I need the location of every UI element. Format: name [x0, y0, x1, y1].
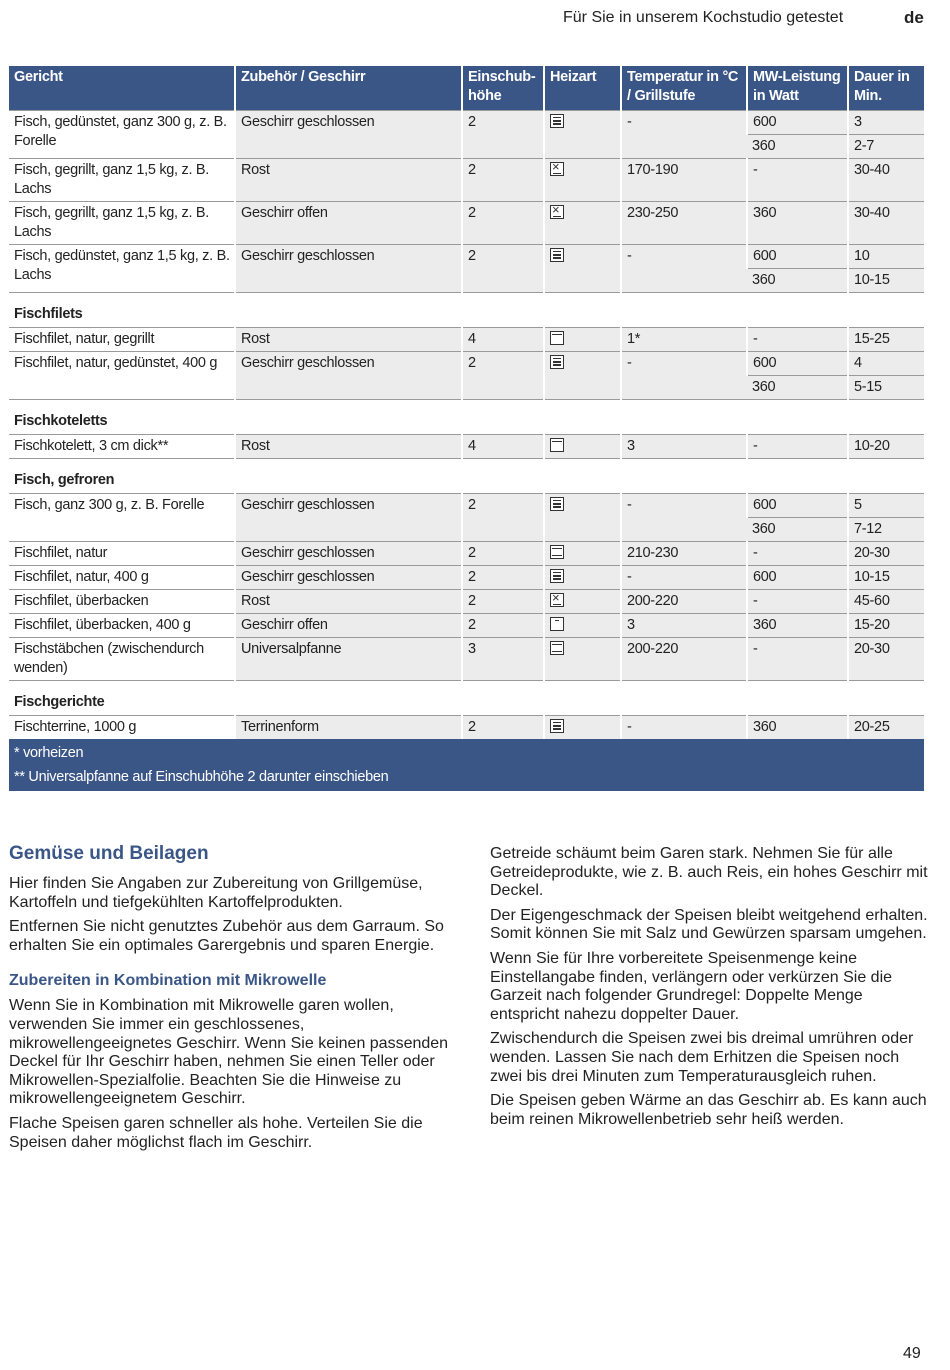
- level-cell: 2: [462, 352, 544, 400]
- duration-cell: 10-20: [848, 435, 924, 459]
- duration-cell: 20-30: [848, 638, 924, 681]
- heating-mode-cell: [544, 111, 621, 159]
- heating-mode-cell: [544, 638, 621, 681]
- table-row: [9, 566, 924, 590]
- mw-power-cell: 600: [747, 245, 848, 269]
- accessory-cell: Rost: [235, 435, 462, 459]
- accessory-cell: Rost: [235, 590, 462, 614]
- temperature-cell: 1*: [621, 328, 747, 352]
- duration-cell: 20-25: [848, 716, 924, 740]
- right-column: [490, 845, 930, 1135]
- column-header: Gericht: [9, 66, 235, 111]
- temperature-cell: 230-250: [621, 202, 747, 245]
- mw-power-cell: -: [747, 328, 848, 352]
- mw-power-cell: 360: [747, 269, 848, 293]
- table-header-row: [9, 66, 924, 111]
- section-row: [9, 459, 924, 494]
- column-header: Dauer in Min.: [848, 66, 924, 111]
- page-number: 49: [903, 1345, 921, 1362]
- column-header: Temperatur in °C / Grillstufe: [621, 66, 747, 111]
- dish-cell: Fischstäbchen (zwischendurch wenden): [9, 638, 235, 681]
- duration-cell: 5: [848, 494, 924, 518]
- running-header-title: Für Sie in unserem Kochstudio getestet: [563, 9, 844, 26]
- top-bottom-heat-icon: [550, 641, 564, 655]
- section-title: Fisch, gefroren: [9, 459, 924, 494]
- section-row: [9, 681, 924, 716]
- table-row: [9, 716, 924, 740]
- temperature-cell: -: [621, 566, 747, 590]
- heating-mode-cell: [544, 542, 621, 566]
- small-grill-icon: [550, 617, 564, 631]
- dish-cell: Fisch, gegrillt, ganz 1,5 kg, z. B. Lachs: [9, 202, 235, 245]
- accessory-cell: Geschirr geschlossen: [235, 352, 462, 400]
- dish-cell: Fischkotelett, 3 cm dick**: [9, 435, 235, 459]
- duration-cell: 30-40: [848, 159, 924, 202]
- section-title: Fischgerichte: [9, 681, 924, 716]
- heating-mode-cell: [544, 328, 621, 352]
- mw-power-cell: 360: [747, 614, 848, 638]
- mw-power-cell: 360: [747, 202, 848, 245]
- paragraph: Zwischendurch die Speisen zwei bis dreimal umrühren oder wenden. Lassen Sie nach dem Erhitzen die Speisen noch zwei bis drei Minuten zum Temperaturausgleich ruhen.: [490, 1030, 914, 1085]
- level-cell: 2: [462, 245, 544, 293]
- dish-cell: Fischfilet, überbacken: [9, 590, 235, 614]
- section-title: Fischfilets: [9, 293, 924, 328]
- accessory-cell: Geschirr offen: [235, 614, 462, 638]
- temperature-cell: -: [621, 494, 747, 542]
- dish-cell: Fischfilet, natur, gegrillt: [9, 328, 235, 352]
- footnote-row: [9, 739, 924, 765]
- section-row: [9, 400, 924, 435]
- level-cell: 2: [462, 590, 544, 614]
- table-row: [9, 352, 924, 376]
- fan-grill-icon: [550, 593, 564, 607]
- table-row: [9, 614, 924, 638]
- dish-cell: Fisch, gedünstet, ganz 300 g, z. B. Forelle: [9, 111, 235, 159]
- mw-power-cell: 600: [747, 566, 848, 590]
- heating-mode-cell: [544, 590, 621, 614]
- language-code: de: [904, 8, 924, 27]
- level-cell: 2: [462, 159, 544, 202]
- duration-cell: 15-25: [848, 328, 924, 352]
- paragraph: Getreide schäumt beim Garen stark. Nehmen Sie für alle Getreideprodukte, wie z. B. auch Reis, ein hohes Geschirr mit Deckel.: [490, 845, 928, 900]
- footnote-row: [9, 765, 924, 791]
- level-cell: 4: [462, 435, 544, 459]
- accessory-cell: Geschirr offen: [235, 202, 462, 245]
- table-row: [9, 202, 924, 245]
- accessory-cell: Geschirr geschlossen: [235, 111, 462, 159]
- temperature-cell: 3: [621, 614, 747, 638]
- temperature-cell: -: [621, 245, 747, 293]
- accessory-cell: Universalpfanne: [235, 638, 462, 681]
- footnote: ** Universalpfanne auf Einschubhöhe 2 darunter einschieben: [9, 765, 924, 791]
- table-row: [9, 590, 924, 614]
- column-header: Heizart: [544, 66, 621, 111]
- dish-cell: Fisch, gegrillt, ganz 1,5 kg, z. B. Lachs: [9, 159, 235, 202]
- level-cell: 3: [462, 638, 544, 681]
- grill-icon: [550, 331, 564, 345]
- mw-power-cell: -: [747, 638, 848, 681]
- mw-power-cell: -: [747, 159, 848, 202]
- microwave-icon: [550, 355, 564, 369]
- dish-cell: Fisch, gedünstet, ganz 1,5 kg, z. B. Lachs: [9, 245, 235, 293]
- level-cell: 2: [462, 542, 544, 566]
- table-row: [9, 494, 924, 518]
- table-row: [9, 111, 924, 135]
- paragraph: Wenn Sie für Ihre vorbereitete Speisenmenge keine Einstellangabe finden, verlängern oder verkürzen Sie die Garzeit nach folgender Grundregel: Doppelte Menge entspricht nahezu doppelter Dauer.: [490, 949, 893, 1023]
- heating-mode-cell: [544, 566, 621, 590]
- accessory-cell: Geschirr geschlossen: [235, 566, 462, 590]
- grill-icon: [550, 438, 564, 452]
- mw-power-cell: 360: [747, 376, 848, 400]
- duration-cell: 45-60: [848, 590, 924, 614]
- table-row: [9, 435, 924, 459]
- duration-cell: 10-15: [848, 269, 924, 293]
- dish-cell: Fisch, ganz 300 g, z. B. Forelle: [9, 494, 235, 542]
- dish-cell: Fischterrine, 1000 g: [9, 716, 235, 740]
- dish-cell: Fischfilet, natur, 400 g: [9, 566, 235, 590]
- temperature-cell: -: [621, 111, 747, 159]
- level-cell: 2: [462, 111, 544, 159]
- accessory-cell: Geschirr geschlossen: [235, 494, 462, 542]
- duration-cell: 10: [848, 245, 924, 269]
- microwave-icon: [550, 114, 564, 128]
- footnote: * vorheizen: [9, 739, 924, 765]
- table-row: [9, 245, 924, 269]
- level-cell: 2: [462, 202, 544, 245]
- fan-grill-icon: [550, 205, 564, 219]
- paragraph: Entfernen Sie nicht genutztes Zubehör aus dem Garraum. So erhalten Sie ein optimales Garergebnis und sparen Energie.: [9, 918, 444, 954]
- column-header: Einschub- höhe: [462, 66, 544, 111]
- heating-mode-cell: [544, 614, 621, 638]
- mw-power-cell: 360: [747, 518, 848, 542]
- paragraph: Flache Speisen garen schneller als hohe. Verteilen Sie die Speisen daher möglichst flach im Geschirr.: [9, 1114, 423, 1151]
- section-title: Fischkoteletts: [9, 400, 924, 435]
- heating-mode-cell: [544, 716, 621, 740]
- mw-power-cell: 600: [747, 494, 848, 518]
- mw-power-cell: -: [747, 542, 848, 566]
- table-row: [9, 542, 924, 566]
- table-row: [9, 638, 924, 681]
- paragraph: Hier finden Sie Angaben zur Zubereitung von Grillgemüse, Kartoffeln und tiefgekühlten Kartoffelprodukten.: [9, 875, 423, 911]
- subsection-heading: Zubereiten in Kombination mit Mikrowelle: [9, 972, 327, 990]
- mw-power-cell: -: [747, 435, 848, 459]
- paragraph: Der Eigengeschmack der Speisen bleibt weitgehend erhalten. Somit können Sie mit Salz und Gewürzen sparsam umgehen.: [490, 906, 928, 943]
- table-row: [9, 159, 924, 202]
- dish-cell: Fischfilet, überbacken, 400 g: [9, 614, 235, 638]
- section-row: [9, 293, 924, 328]
- duration-cell: 7-12: [848, 518, 924, 542]
- dish-cell: Fischfilet, natur, gedünstet, 400 g: [9, 352, 235, 400]
- accessory-cell: Rost: [235, 159, 462, 202]
- fan-grill-icon: [550, 162, 564, 176]
- duration-cell: 3: [848, 111, 924, 135]
- paragraph: Wenn Sie in Kombination mit Mikrowelle garen wollen, verwenden Sie immer ein geschlossenes, mikrowellengeeignetes Geschirr. Wenn Sie keinen passenden Deckel für Ihr Geschirr haben, nehmen Sie einen Teller oder Mikrowellen-Spezialfolie. Beachten Sie die Hinweise zu mikrowellengeeignetem Geschirr.: [9, 997, 449, 1108]
- duration-cell: 15-20: [848, 614, 924, 638]
- microwave-icon: [550, 248, 564, 262]
- left-column: [9, 843, 449, 1158]
- duration-cell: 2-7: [848, 135, 924, 159]
- level-cell: 2: [462, 614, 544, 638]
- duration-cell: 10-15: [848, 566, 924, 590]
- mw-power-cell: -: [747, 590, 848, 614]
- mw-power-cell: 360: [747, 135, 848, 159]
- duration-cell: 4: [848, 352, 924, 376]
- section-heading: Gemüse und Beilagen: [9, 843, 209, 864]
- heating-mode-cell: [544, 435, 621, 459]
- mw-power-cell: 360: [747, 716, 848, 740]
- duration-cell: 5-15: [848, 376, 924, 400]
- temperature-cell: 3: [621, 435, 747, 459]
- level-cell: 2: [462, 566, 544, 590]
- level-cell: 2: [462, 494, 544, 542]
- level-cell: 4: [462, 328, 544, 352]
- temperature-cell: 210-230: [621, 542, 747, 566]
- column-header: Zubehör / Geschirr: [235, 66, 462, 111]
- level-cell: 2: [462, 716, 544, 740]
- accessory-cell: Geschirr geschlossen: [235, 245, 462, 293]
- duration-cell: 20-30: [848, 542, 924, 566]
- heating-mode-cell: [544, 159, 621, 202]
- dish-cell: Fischfilet, natur: [9, 542, 235, 566]
- duration-cell: 30-40: [848, 202, 924, 245]
- paragraph: Die Speisen geben Wärme an das Geschirr ab. Es kann auch beim reinen Mikrowellenbetrieb sehr heiß werden.: [490, 1092, 927, 1128]
- microwave-icon: [550, 497, 564, 511]
- temperature-cell: -: [621, 716, 747, 740]
- top-bottom-heat-icon: [550, 545, 564, 559]
- table-body: [9, 111, 924, 792]
- temperature-cell: 170-190: [621, 159, 747, 202]
- accessory-cell: Geschirr geschlossen: [235, 542, 462, 566]
- heating-mode-cell: [544, 202, 621, 245]
- temperature-cell: -: [621, 352, 747, 400]
- cooking-table: [9, 66, 924, 791]
- mw-power-cell: 600: [747, 352, 848, 376]
- microwave-icon: [550, 719, 564, 733]
- mw-power-cell: 600: [747, 111, 848, 135]
- heating-mode-cell: [544, 245, 621, 293]
- heating-mode-cell: [544, 494, 621, 542]
- accessory-cell: Terrinenform: [235, 716, 462, 740]
- column-header: MW-Leistung in Watt: [747, 66, 848, 111]
- table-row: [9, 328, 924, 352]
- temperature-cell: 200-220: [621, 590, 747, 614]
- temperature-cell: 200-220: [621, 638, 747, 681]
- microwave-icon: [550, 569, 564, 583]
- accessory-cell: Rost: [235, 328, 462, 352]
- heating-mode-cell: [544, 352, 621, 400]
